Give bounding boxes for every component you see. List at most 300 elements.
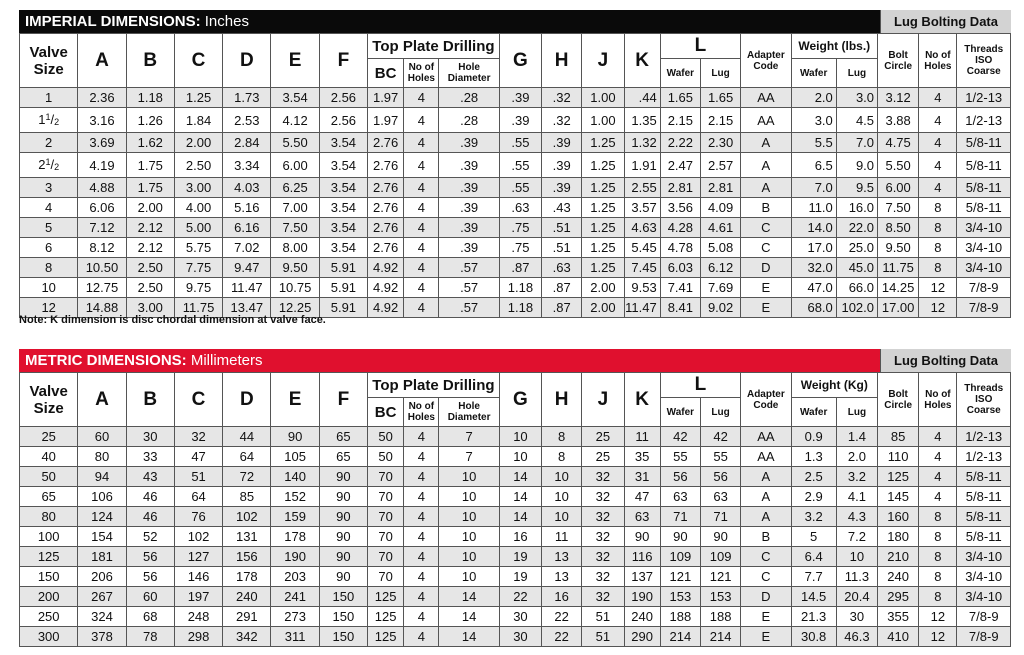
adapter-code-cell: A <box>741 507 791 527</box>
weight-wafer-header: Wafer <box>791 59 836 88</box>
bc-cell: 2.76 <box>368 153 404 178</box>
f-cell: 90 <box>319 567 367 587</box>
table-row <box>20 178 1011 198</box>
e-cell: 273 <box>271 607 319 627</box>
k-cell: 1.32 <box>624 133 660 153</box>
no-holes-cell: 4 <box>404 153 439 178</box>
adapter-code-cell: A <box>741 153 791 178</box>
metric-dimensions-table <box>19 372 1011 647</box>
g-cell: 14 <box>499 467 541 487</box>
imperial-title <box>19 10 880 33</box>
lug-holes-cell: 4 <box>919 467 957 487</box>
c-cell: 248 <box>174 607 222 627</box>
j-cell: 1.25 <box>582 238 624 258</box>
g-cell: 22 <box>499 587 541 607</box>
col-j-header: J <box>582 34 624 88</box>
weight-lug-cell: 7.2 <box>836 527 877 547</box>
valve-size-cell: 50 <box>20 467 78 487</box>
no-holes-cell: 4 <box>404 487 439 507</box>
k-cell: 240 <box>624 607 660 627</box>
table-row <box>20 587 1011 607</box>
weight-lug-cell: 7.0 <box>836 133 877 153</box>
table-row <box>20 507 1011 527</box>
table-row <box>20 567 1011 587</box>
col-l-header: L <box>660 373 740 398</box>
no-holes-cell: 4 <box>404 278 439 298</box>
j-cell: 32 <box>582 567 624 587</box>
l-lug-cell: 2.15 <box>700 108 740 133</box>
k-cell: 4.63 <box>624 218 660 238</box>
weight-header: Weight (Kg) <box>791 373 878 398</box>
b-cell: 33 <box>126 447 174 467</box>
adapter-code-cell: E <box>741 607 791 627</box>
table-row <box>20 218 1011 238</box>
no-holes-cell: 4 <box>404 607 439 627</box>
table-row <box>20 88 1011 108</box>
adapter-code-cell: A <box>741 487 791 507</box>
e-cell: 90 <box>271 427 319 447</box>
d-cell: 11.47 <box>223 278 271 298</box>
j-cell: 32 <box>582 547 624 567</box>
valve-size-cell: 5 <box>20 218 78 238</box>
col-k-header: K <box>624 373 660 427</box>
l-lug-cell: 2.81 <box>700 178 740 198</box>
col-h-header: H <box>542 373 582 427</box>
a-cell: 6.06 <box>78 198 126 218</box>
bc-cell: 2.76 <box>368 178 404 198</box>
col-f-header: F <box>319 34 367 88</box>
no-holes-cell: 4 <box>404 178 439 198</box>
hole-diameter-header: Hole Diameter <box>439 59 499 88</box>
l-wafer-cell: 1.65 <box>660 88 700 108</box>
l-lug-cell: 109 <box>700 547 740 567</box>
weight-wafer-cell: 3.0 <box>791 108 836 133</box>
j-cell: 32 <box>582 587 624 607</box>
no-holes-cell: 4 <box>404 108 439 133</box>
weight-lug-cell: 11.3 <box>836 567 877 587</box>
k-cell: 5.45 <box>624 238 660 258</box>
weight-lug-header: Lug <box>836 398 877 427</box>
adapter-code-header: Adapter Code <box>741 34 791 88</box>
l-wafer-header: Wafer <box>660 59 700 88</box>
a-cell: 7.12 <box>78 218 126 238</box>
threads-cell: 3/4-10 <box>957 258 1011 278</box>
c-cell: 146 <box>174 567 222 587</box>
bolt-circle-cell: 17.00 <box>878 298 919 318</box>
imperial-titlebar <box>19 10 1011 33</box>
bolt-circle-cell: 14.25 <box>878 278 919 298</box>
bc-cell: 4.92 <box>368 298 404 318</box>
b-cell: 1.62 <box>126 133 174 153</box>
lug-holes-cell: 8 <box>919 258 957 278</box>
h-cell: 13 <box>542 547 582 567</box>
valve-size-cell: 150 <box>20 567 78 587</box>
no-holes-header: No of Holes <box>404 59 439 88</box>
lug-holes-cell: 12 <box>919 298 957 318</box>
b-cell: 3.00 <box>126 298 174 318</box>
weight-wafer-cell: 6.4 <box>791 547 836 567</box>
no-holes-cell: 4 <box>404 587 439 607</box>
col-g-header: G <box>499 34 541 88</box>
threads-cell: 7/8-9 <box>957 627 1011 647</box>
j-cell: 1.25 <box>582 178 624 198</box>
f-cell: 90 <box>319 507 367 527</box>
c-cell: 298 <box>174 627 222 647</box>
c-cell: 47 <box>174 447 222 467</box>
valve-size-cell: 100 <box>20 527 78 547</box>
bolt-circle-cell: 7.50 <box>878 198 919 218</box>
j-cell: 32 <box>582 527 624 547</box>
k-cell: 2.55 <box>624 178 660 198</box>
d-cell: 342 <box>223 627 271 647</box>
k-cell: 190 <box>624 587 660 607</box>
weight-lug-cell: 9.5 <box>836 178 877 198</box>
l-lug-cell: 188 <box>700 607 740 627</box>
e-cell: 5.50 <box>271 133 319 153</box>
b-cell: 56 <box>126 567 174 587</box>
g-cell: 10 <box>499 427 541 447</box>
bc-cell: 125 <box>368 587 404 607</box>
j-cell: 32 <box>582 487 624 507</box>
d-cell: 240 <box>223 587 271 607</box>
col-e-header: E <box>271 373 319 427</box>
adapter-code-cell: E <box>741 298 791 318</box>
g-cell: .87 <box>499 258 541 278</box>
imperial-dimensions-table <box>19 33 1011 318</box>
bolt-circle-cell: 180 <box>878 527 919 547</box>
weight-lug-cell: 102.0 <box>836 298 877 318</box>
k-cell: 7.45 <box>624 258 660 278</box>
c-cell: 51 <box>174 467 222 487</box>
weight-lug-cell: 30 <box>836 607 877 627</box>
f-cell: 65 <box>319 447 367 467</box>
l-wafer-cell: 4.78 <box>660 238 700 258</box>
h-cell: .43 <box>542 198 582 218</box>
g-cell: .55 <box>499 133 541 153</box>
valve-size-cell: 300 <box>20 627 78 647</box>
bolt-circle-cell: 11.75 <box>878 258 919 278</box>
table-row <box>20 527 1011 547</box>
h-cell: 8 <box>542 447 582 467</box>
no-holes-cell: 4 <box>404 627 439 647</box>
weight-wafer-cell: 21.3 <box>791 607 836 627</box>
bolt-circle-cell: 145 <box>878 487 919 507</box>
valve-size-cell: 250 <box>20 607 78 627</box>
bolt-circle-cell: 9.50 <box>878 238 919 258</box>
bolt-circle-cell: 4.75 <box>878 133 919 153</box>
c-cell: 2.00 <box>174 133 222 153</box>
l-lug-cell: 6.12 <box>700 258 740 278</box>
col-e-header: E <box>271 34 319 88</box>
d-cell: 2.53 <box>223 108 271 133</box>
f-cell: 90 <box>319 547 367 567</box>
valve-size-cell: 125 <box>20 547 78 567</box>
h-cell: 22 <box>542 607 582 627</box>
bolt-circle-cell: 410 <box>878 627 919 647</box>
a-cell: 4.19 <box>78 153 126 178</box>
h-cell: 13 <box>542 567 582 587</box>
a-cell: 60 <box>78 427 126 447</box>
imperial-title-bold: IMPERIAL DIMENSIONS: <box>25 13 201 30</box>
e-cell: 6.25 <box>271 178 319 198</box>
l-lug-cell: 2.57 <box>700 153 740 178</box>
hole-diameter-cell: .39 <box>439 153 499 178</box>
weight-wafer-cell: 14.0 <box>791 218 836 238</box>
h-cell: 11 <box>542 527 582 547</box>
e-cell: 4.12 <box>271 108 319 133</box>
table-row <box>20 427 1011 447</box>
g-cell: 1.18 <box>499 298 541 318</box>
d-cell: 2.84 <box>223 133 271 153</box>
k-cell: 35 <box>624 447 660 467</box>
c-cell: 76 <box>174 507 222 527</box>
e-cell: 105 <box>271 447 319 467</box>
bc-cell: 2.76 <box>368 238 404 258</box>
g-cell: 1.18 <box>499 278 541 298</box>
threads-cell: 3/4-10 <box>957 587 1011 607</box>
hole-diameter-cell: 10 <box>439 487 499 507</box>
c-cell: 5.00 <box>174 218 222 238</box>
k-cell: 137 <box>624 567 660 587</box>
bolt-circle-cell: 3.12 <box>878 88 919 108</box>
weight-wafer-cell: 7.7 <box>791 567 836 587</box>
no-holes-cell: 4 <box>404 133 439 153</box>
l-wafer-header: Wafer <box>660 398 700 427</box>
adapter-code-cell: A <box>741 467 791 487</box>
adapter-code-cell: C <box>741 567 791 587</box>
k-cell: 116 <box>624 547 660 567</box>
weight-wafer-cell: 5.5 <box>791 133 836 153</box>
col-g-header: G <box>499 373 541 427</box>
d-cell: 6.16 <box>223 218 271 238</box>
l-wafer-cell: 71 <box>660 507 700 527</box>
j-cell: 32 <box>582 507 624 527</box>
l-wafer-cell: 90 <box>660 527 700 547</box>
adapter-code-cell: D <box>741 258 791 278</box>
bolt-circle-cell: 85 <box>878 427 919 447</box>
adapter-code-cell: B <box>741 527 791 547</box>
l-lug-cell: 56 <box>700 467 740 487</box>
h-cell: 16 <box>542 587 582 607</box>
a-cell: 181 <box>78 547 126 567</box>
d-cell: 7.02 <box>223 238 271 258</box>
e-cell: 178 <box>271 527 319 547</box>
b-cell: 1.18 <box>126 88 174 108</box>
d-cell: 72 <box>223 467 271 487</box>
c-cell: 7.75 <box>174 258 222 278</box>
col-a-header: A <box>78 34 126 88</box>
a-cell: 3.16 <box>78 108 126 133</box>
table-row <box>20 278 1011 298</box>
g-cell: .39 <box>499 108 541 133</box>
l-lug-cell: 1.65 <box>700 88 740 108</box>
e-cell: 159 <box>271 507 319 527</box>
l-lug-cell: 5.08 <box>700 238 740 258</box>
weight-lug-header: Lug <box>836 59 877 88</box>
a-cell: 2.36 <box>78 88 126 108</box>
adapter-code-cell: A <box>741 133 791 153</box>
h-cell: .51 <box>542 238 582 258</box>
weight-lug-cell: 4.1 <box>836 487 877 507</box>
weight-wafer-cell: 32.0 <box>791 258 836 278</box>
f-cell: 3.54 <box>319 198 367 218</box>
a-cell: 8.12 <box>78 238 126 258</box>
no-holes-cell: 4 <box>404 467 439 487</box>
lug-holes-cell: 12 <box>919 278 957 298</box>
e-cell: 203 <box>271 567 319 587</box>
b-cell: 56 <box>126 547 174 567</box>
bc-header: BC <box>368 59 404 88</box>
l-lug-cell: 9.02 <box>700 298 740 318</box>
threads-cell: 7/8-9 <box>957 278 1011 298</box>
c-cell: 127 <box>174 547 222 567</box>
l-lug-cell: 121 <box>700 567 740 587</box>
lug-holes-cell: 4 <box>919 487 957 507</box>
bc-cell: 1.97 <box>368 108 404 133</box>
k-cell: 90 <box>624 527 660 547</box>
g-cell: .63 <box>499 198 541 218</box>
metric-titlebar <box>19 349 1011 372</box>
weight-lug-cell: 1.4 <box>836 427 877 447</box>
imperial-lug-bolting-title: Lug Bolting Data <box>880 10 1011 33</box>
hole-diameter-cell: 10 <box>439 567 499 587</box>
l-lug-cell: 153 <box>700 587 740 607</box>
a-cell: 3.69 <box>78 133 126 153</box>
f-cell: 5.91 <box>319 298 367 318</box>
valve-size-cell: 12 <box>20 298 78 318</box>
b-cell: 1.75 <box>126 178 174 198</box>
bc-cell: 70 <box>368 467 404 487</box>
l-wafer-cell: 63 <box>660 487 700 507</box>
col-b-header: B <box>126 34 174 88</box>
lug-holes-header: No of Holes <box>919 34 957 88</box>
no-holes-cell: 4 <box>404 507 439 527</box>
f-cell: 3.54 <box>319 218 367 238</box>
j-cell: 1.00 <box>582 108 624 133</box>
l-wafer-cell: 42 <box>660 427 700 447</box>
lug-holes-cell: 4 <box>919 178 957 198</box>
valve-size-cell: 200 <box>20 587 78 607</box>
f-cell: 150 <box>319 627 367 647</box>
k-cell: 290 <box>624 627 660 647</box>
d-cell: 64 <box>223 447 271 467</box>
col-k-header: K <box>624 34 660 88</box>
hole-diameter-cell: 7 <box>439 427 499 447</box>
table-row <box>20 627 1011 647</box>
f-cell: 3.54 <box>319 178 367 198</box>
adapter-code-cell: E <box>741 278 791 298</box>
j-cell: 1.25 <box>582 218 624 238</box>
imperial-title-units: Inches <box>204 13 249 30</box>
e-cell: 8.00 <box>271 238 319 258</box>
adapter-code-cell: AA <box>741 447 791 467</box>
weight-lug-cell: 16.0 <box>836 198 877 218</box>
e-cell: 140 <box>271 467 319 487</box>
valve-size-cell: 8 <box>20 258 78 278</box>
e-cell: 10.75 <box>271 278 319 298</box>
l-lug-cell: 4.09 <box>700 198 740 218</box>
a-cell: 267 <box>78 587 126 607</box>
h-cell: 8 <box>542 427 582 447</box>
threads-cell: 1/2-13 <box>957 88 1011 108</box>
adapter-code-cell: C <box>741 547 791 567</box>
threads-cell: 5/8-11 <box>957 178 1011 198</box>
e-cell: 311 <box>271 627 319 647</box>
f-cell: 90 <box>319 527 367 547</box>
k-cell: 1.35 <box>624 108 660 133</box>
metric-title-units: Millimeters <box>190 352 263 369</box>
hole-diameter-cell: .28 <box>439 108 499 133</box>
j-cell: 1.00 <box>582 88 624 108</box>
table-row <box>20 447 1011 467</box>
threads-cell: 1/2-13 <box>957 447 1011 467</box>
d-cell: 44 <box>223 427 271 447</box>
l-wafer-cell: 8.41 <box>660 298 700 318</box>
weight-header: Weight (lbs.) <box>791 34 878 59</box>
bc-cell: 70 <box>368 567 404 587</box>
a-cell: 80 <box>78 447 126 467</box>
no-holes-cell: 4 <box>404 527 439 547</box>
j-cell: 2.00 <box>582 278 624 298</box>
e-cell: 7.50 <box>271 218 319 238</box>
g-cell: 30 <box>499 607 541 627</box>
a-cell: 378 <box>78 627 126 647</box>
d-cell: 291 <box>223 607 271 627</box>
threads-cell: 5/8-11 <box>957 467 1011 487</box>
weight-lug-cell: 66.0 <box>836 278 877 298</box>
col-d-header: D <box>223 34 271 88</box>
j-cell: 1.25 <box>582 258 624 278</box>
adapter-code-cell: AA <box>741 88 791 108</box>
j-cell: 1.25 <box>582 133 624 153</box>
e-cell: 190 <box>271 547 319 567</box>
c-cell: 4.00 <box>174 198 222 218</box>
l-wafer-cell: 121 <box>660 567 700 587</box>
bolt-circle-cell: 125 <box>878 467 919 487</box>
valve-size-cell: 1 <box>20 88 78 108</box>
hole-diameter-cell: .28 <box>439 88 499 108</box>
lug-holes-cell: 8 <box>919 567 957 587</box>
col-j-header: J <box>582 373 624 427</box>
table-row <box>20 133 1011 153</box>
h-cell: .87 <box>542 278 582 298</box>
no-holes-cell: 4 <box>404 238 439 258</box>
weight-lug-cell: 46.3 <box>836 627 877 647</box>
bolt-circle-cell: 8.50 <box>878 218 919 238</box>
l-wafer-cell: 2.22 <box>660 133 700 153</box>
hole-diameter-cell: 14 <box>439 587 499 607</box>
weight-wafer-cell: 2.5 <box>791 467 836 487</box>
k-cell: 3.57 <box>624 198 660 218</box>
valve-size-cell: 10 <box>20 278 78 298</box>
adapter-code-header: Adapter Code <box>741 373 791 427</box>
adapter-code-cell: E <box>741 627 791 647</box>
valve-size-header: Valve Size <box>20 34 78 88</box>
weight-wafer-cell: 47.0 <box>791 278 836 298</box>
l-lug-cell: 63 <box>700 487 740 507</box>
hole-diameter-cell: .57 <box>439 258 499 278</box>
table-row <box>20 238 1011 258</box>
bc-cell: 70 <box>368 507 404 527</box>
bc-cell: 70 <box>368 487 404 507</box>
weight-lug-cell: 3.0 <box>836 88 877 108</box>
d-cell: 1.73 <box>223 88 271 108</box>
no-holes-cell: 4 <box>404 198 439 218</box>
threads-header: Threads ISO Coarse <box>957 34 1011 88</box>
l-lug-cell: 71 <box>700 507 740 527</box>
a-cell: 124 <box>78 507 126 527</box>
b-cell: 78 <box>126 627 174 647</box>
